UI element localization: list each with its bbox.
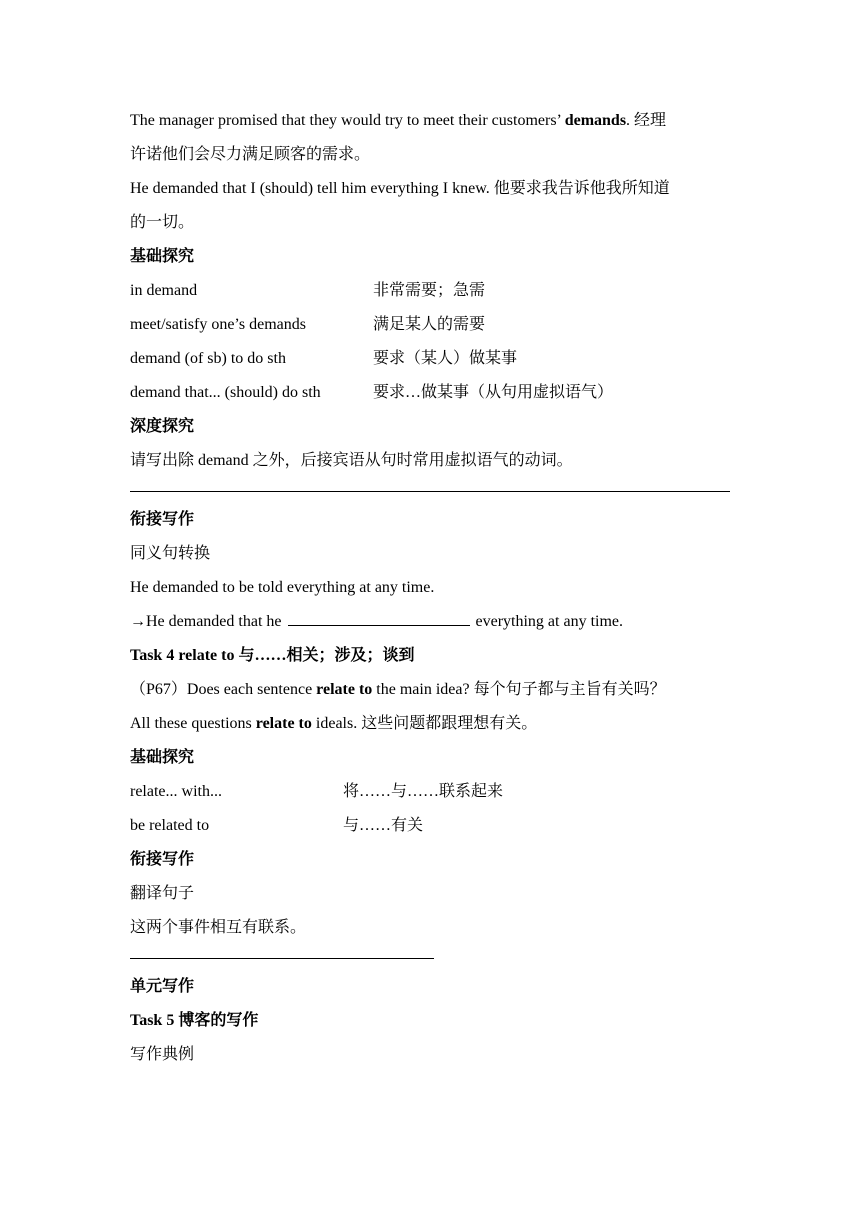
term-english: relate... with...: [130, 783, 222, 800]
term-english: demand that... (should) do sth: [130, 384, 321, 401]
term-english: meet/satisfy one’s demands: [130, 316, 306, 333]
section-heading-link-1: 衔接写作: [130, 511, 195, 528]
term-row: [130, 308, 730, 342]
deep-prompt: 请写出除 demand 之外，后接宾语从句时常用虚拟语气的动词。: [130, 452, 573, 469]
term-row: [130, 342, 730, 376]
example-sentence-1: The manager promised that they would try to meet their customers’ demands. 经理: [130, 112, 667, 129]
term-row: [130, 775, 730, 809]
synonym-source: He demanded to be told everything at any time.: [130, 579, 435, 596]
term-chinese: 将……与……联系起来: [343, 783, 504, 800]
section-heading-deep: 深度探究: [130, 418, 195, 435]
term-chinese: 要求…做某事（从句用虚拟语气）: [373, 384, 614, 401]
term-row: [130, 376, 730, 410]
example-translation-1: 许诺他们会尽力满足顾客的需求。: [130, 146, 371, 163]
task5-title: Task 5 博客的写作: [130, 1012, 259, 1029]
document-page: [130, 104, 730, 1072]
task-translate-label: 翻译句子: [130, 885, 195, 902]
synonym-target: →He demanded that he everything at any time.: [130, 613, 624, 630]
section-heading-link-2: 衔接写作: [130, 851, 195, 868]
section-heading-unit: 单元写作: [130, 978, 195, 995]
keyword-demands: demands: [564, 112, 627, 129]
answer-blank[interactable]: [288, 611, 470, 626]
translate-source: 这两个事件相互有联系。: [130, 919, 307, 936]
term-list-2: [130, 775, 730, 843]
section-heading-basic-1: 基础探究: [130, 248, 195, 265]
term-chinese: 要求（某人）做某事: [373, 350, 518, 367]
term-english: in demand: [130, 282, 198, 299]
task-synonym-label: 同义句转换: [130, 545, 211, 562]
task4-title: Task 4 relate to 与……相关；涉及；谈到: [130, 647, 415, 664]
task4-example-1: （P67）Does each sentence relate to the main idea? 每个句子都与主旨有关吗？: [130, 681, 666, 698]
section-heading-basic-2: 基础探究: [130, 749, 195, 766]
keyword-relate-to: relate to: [316, 681, 373, 698]
example-sentence-2: He demanded that I (should) tell him everything I knew. 他要求我告诉他我所知道: [130, 180, 670, 197]
term-chinese: 满足某人的需要: [373, 316, 486, 333]
example-translation-2: 的一切。: [130, 214, 195, 231]
term-english: be related to: [130, 817, 210, 834]
term-chinese: 与……有关: [343, 817, 424, 834]
term-row: [130, 274, 730, 308]
term-list-1: [130, 274, 730, 410]
task4-example-2: All these questions relate to ideals. 这些问题都跟理想有关。: [130, 715, 538, 732]
term-chinese: 非常需要；急需: [373, 282, 486, 299]
term-row: [130, 809, 730, 843]
example-label: 写作典例: [130, 1046, 195, 1063]
term-english: demand (of sb) to do sth: [130, 350, 286, 367]
keyword-relate-to: relate to: [255, 715, 312, 732]
